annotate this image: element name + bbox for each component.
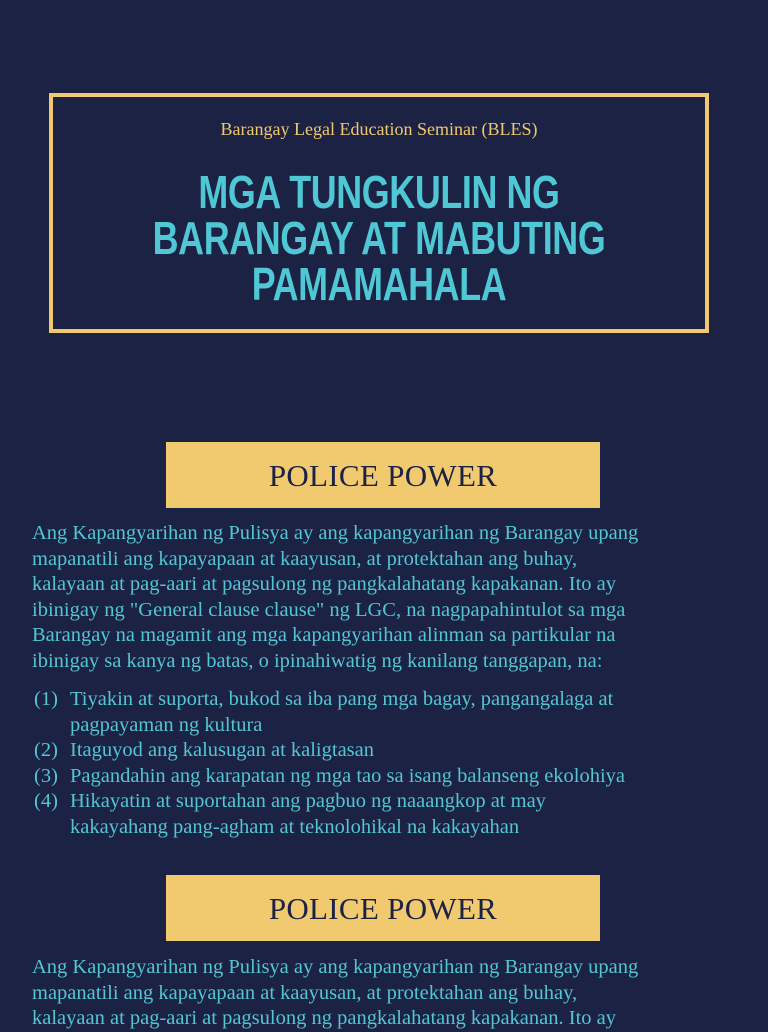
section-heading: POLICE POWER (166, 442, 600, 508)
list-item-number: (1) (34, 688, 58, 710)
list-item-line: Itaguyod ang kalusugan at kaligtasan (70, 739, 374, 761)
title-line: MGA TUNGKULIN NG (198, 166, 560, 218)
list-item (34, 764, 744, 790)
list-item (34, 738, 744, 764)
list-item-line: Hikayatin at suportahan ang pagbuo ng naaangkop at may (70, 790, 546, 812)
list-item-line: Tiyakin at suporta, bukod sa iba pang mga bagay, pangangalaga at (70, 688, 614, 710)
title-frame (49, 93, 709, 333)
list-item-text (70, 764, 744, 790)
list-item-line: kakayahang pang-agham at teknolohikal na kakayahan (70, 815, 520, 838)
paragraph-line: mapanatili ang kapayapaan at kaayusan, at protektahan ang buhay, (32, 981, 578, 1004)
page-title (125, 166, 634, 310)
list-item-number: (2) (34, 739, 58, 761)
list-item (34, 687, 744, 738)
list-item-text (70, 738, 744, 764)
list-item-number: (4) (34, 790, 58, 812)
section-heading: POLICE POWER (166, 875, 600, 941)
section-paragraph (32, 955, 742, 1032)
seminar-subtitle: Barangay Legal Education Seminar (BLES) (220, 119, 538, 139)
list-item-line: pagpayaman ng kultura (70, 713, 263, 736)
paragraph-line: Ang Kapangyarihan ng Pulisya ay ang kapangyarihan ng Barangay upang (32, 522, 639, 544)
list-item-number: (3) (34, 764, 58, 787)
section-paragraph (32, 521, 742, 674)
title-line: BARANGAY AT MABUTING (152, 212, 606, 264)
paragraph-line: ibinigay sa kanya ng batas, o ipinahiwatig ng kanilang tanggapan, na: (32, 649, 603, 672)
list-item-text (70, 687, 744, 738)
list-item (34, 789, 744, 840)
list-item-line: Pagandahin ang karapatan ng mga tao sa isang balanseng ekolohiya (70, 764, 626, 787)
title-line: PAMAMAHALA (251, 258, 507, 310)
duties-list (34, 687, 744, 840)
paragraph-line: Ang Kapangyarihan ng Pulisya ay ang kapangyarihan ng Barangay upang (32, 956, 639, 978)
paragraph-line: kalayaan at pag-aari at pagsulong ng pangkalahatang kapakanan. Ito ay (32, 573, 616, 595)
paragraph-line: mapanatili ang kapayapaan at kaayusan, at protektahan ang buhay, (32, 547, 578, 570)
list-item-text (70, 789, 744, 840)
paragraph-line: ibinigay ng "General clause clause" ng LGC, na nagpapahintulot sa mga (32, 598, 626, 621)
paragraph-line: kalayaan at pag-aari at pagsulong ng pangkalahatang kapakanan. Ito ay (32, 1007, 616, 1029)
paragraph-line: Barangay na magamit ang mga kapangyarihan alinman sa partikular na (32, 624, 616, 646)
